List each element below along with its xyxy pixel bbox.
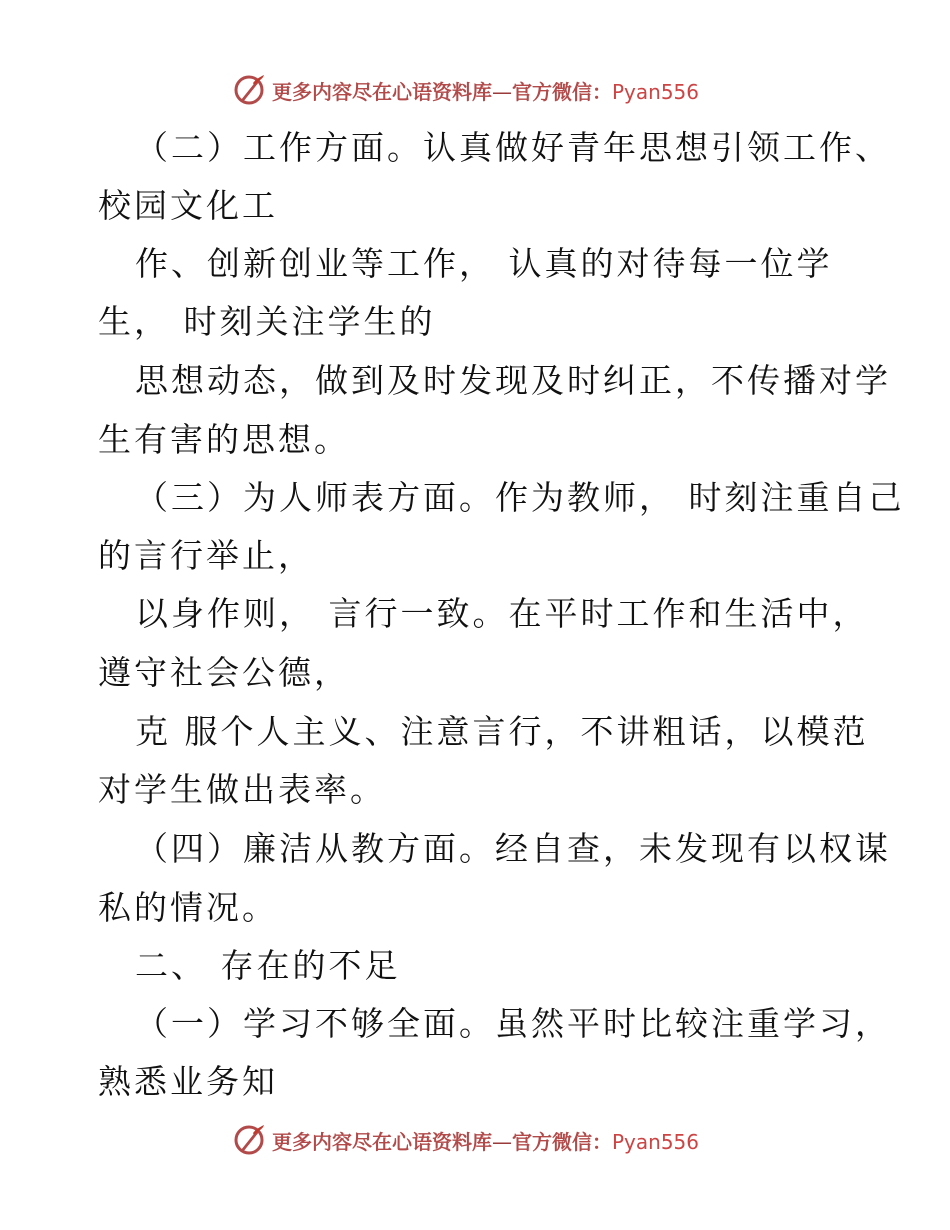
header-brand: 更多内容尽在心语资料库	[272, 79, 492, 104]
section-heading: 二、 存在的不足	[135, 946, 401, 985]
header-text	[272, 76, 699, 105]
body-line: 对学生做出表率。	[98, 770, 386, 809]
body-line: 以身作则， 言行一致。在平时工作和生活中，	[135, 594, 869, 633]
quill-logo-icon	[232, 73, 266, 107]
body-line: 校园文化工	[98, 186, 278, 225]
body-line: （一）学习不够全面。虽然平时比较注重学习，	[135, 1004, 891, 1043]
body-line: 思想动态，做到及时发现及时纠正，不传播对学	[135, 361, 891, 400]
header-wechat-id: Pyan556	[612, 79, 700, 104]
body-line: 生有害的思想。	[98, 420, 350, 459]
body-line: 遵守社会公德，	[98, 653, 350, 692]
footer-text	[272, 1126, 699, 1155]
body-line: 的言行举止，	[98, 536, 314, 575]
body-line: 私的情况。	[98, 888, 278, 927]
header-separator: —	[492, 79, 512, 104]
footer-brand: 更多内容尽在心语资料库	[272, 1129, 492, 1154]
body-line: 生， 时刻关注学生的	[98, 302, 436, 341]
body-line: （二）工作方面。认真做好青年思想引领工作、	[135, 128, 891, 167]
header-wechat-label: 官方微信：	[512, 79, 612, 104]
body-line: 克 服个人主义、注意言行，不讲粗话，以模范	[135, 712, 869, 751]
footer-banner	[232, 1122, 699, 1158]
body-line: 作、创新创业等工作， 认真的对待每一位学	[135, 244, 833, 283]
footer-wechat-id: Pyan556	[612, 1129, 700, 1154]
footer-wechat-label: 官方微信：	[512, 1129, 612, 1154]
footer-separator: —	[492, 1129, 512, 1154]
header-banner	[232, 72, 699, 108]
body-line: 熟悉业务知	[98, 1062, 278, 1101]
quill-logo-icon	[232, 1123, 266, 1157]
body-line: （三）为人师表方面。作为教师， 时刻注重自己	[135, 478, 905, 517]
body-line: （四）廉洁从教方面。经自查，未发现有以权谋	[135, 829, 891, 868]
